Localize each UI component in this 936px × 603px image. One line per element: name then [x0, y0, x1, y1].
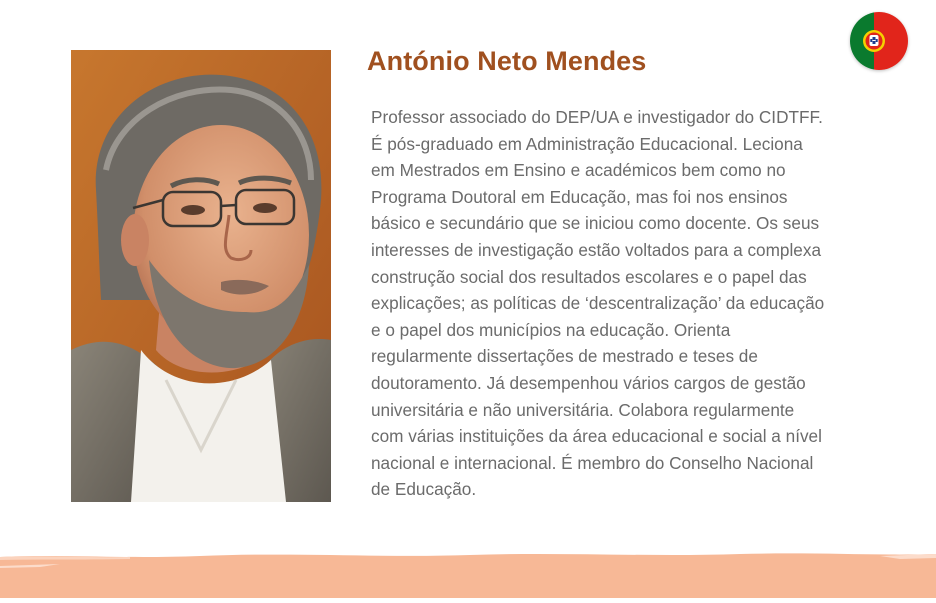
portrait-image	[71, 50, 331, 502]
profile-bio: Professor associado do DEP/UA e investigador do CIDTFF. É pós-graduado em Administração Educacional. Leciona em Mestrados em Ensino e académicos bem como no Programa Doutoral em Educação, mas foi nos ensinos básico e secundário que se iniciou como docente. Os seus interesses de investigação estão voltados para a complexa construção social dos resultados escolares e o papel das explicações; as políticas de ‘descentralização’ da educação e o papel dos municípios na educação. Orienta regularmente dissertações de mestrado e teses de doutoramento. Já desempenhou vários cargos de gestão universitária e não universitária. Colabora regularmente com várias instituições da área educacional e social a nível nacional e internacional. É membro do Conselho Nacional de Educação.	[371, 107, 825, 500]
profile-name: António Neto Mendes	[367, 46, 647, 76]
decorative-footer-band	[0, 548, 936, 598]
portugal-flag-graphic	[850, 12, 908, 70]
portugal-flag-icon[interactable]	[850, 12, 908, 70]
brush-stroke-decoration	[0, 548, 936, 598]
profile-photo	[71, 50, 331, 502]
